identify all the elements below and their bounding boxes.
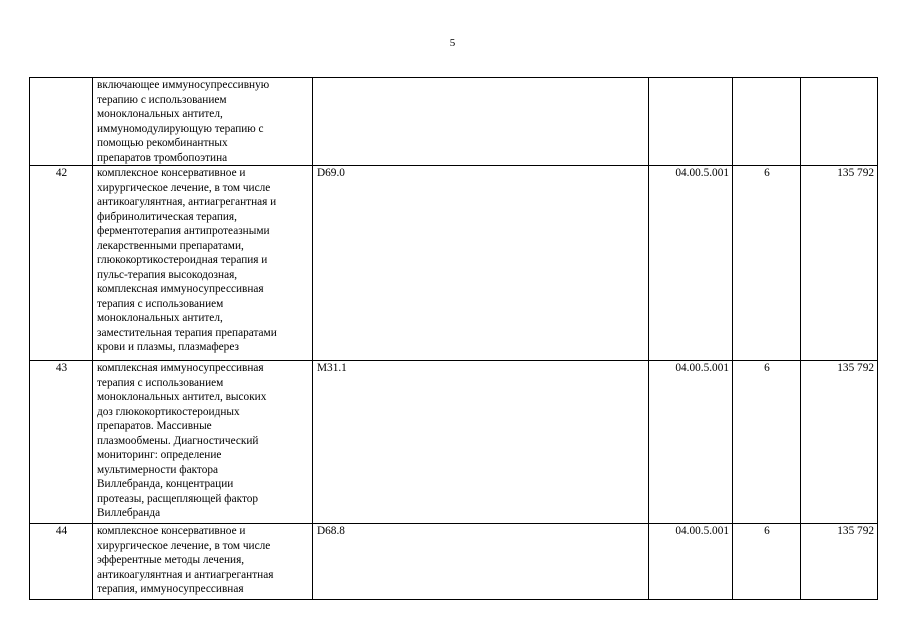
row-number: 44 [30,524,93,600]
cost-value [801,78,878,166]
row-number: 43 [30,361,93,524]
cost-value: 135 792 [801,166,878,361]
group-code: 04.00.5.001 [649,361,733,524]
coefficient [733,78,801,166]
diagnosis-code: D68.8 [313,524,649,600]
coefficient: 6 [733,361,801,524]
row-number [30,78,93,166]
services-table [29,77,878,600]
table-row [30,524,878,600]
cost-value: 135 792 [801,361,878,524]
diagnosis-code [313,78,649,166]
table-row [30,78,878,166]
diagnosis-code: D69.0 [313,166,649,361]
group-code: 04.00.5.001 [649,166,733,361]
treatment-description: комплексное консервативное и хирургическое лечение, в том числе антикоагулянтная, антиагрегантная и фибринолитическая терапия, ферментотерапия антипротеазными лекарственными препаратами, глюкокортикостероидная терапия и пульс-терапия высокодозная, комплексная иммуносупрессивная терапия с использованием моноклональных антител, заместительная терапия препаратами крови и плазмы, плазмаферез [93,166,313,361]
cost-value: 135 792 [801,524,878,600]
treatment-description: включающее иммуносупрессивную терапию с использованием моноклональных антител, иммуномодулирующую терапию с помощью рекомбинантных препаратов тромбопоэтина [93,78,313,166]
treatment-description: комплексная иммуносупрессивная терапия с использованием моноклональных антител, высоких доз глюкокортикостероидных препаратов. Массивные плазмообмены. Диагностический мониторинг: определение мультимерности фактора Виллебранда, концентрации протеазы, расщепляющей фактор Виллебранда [93,361,313,524]
group-code [649,78,733,166]
table-row [30,166,878,361]
coefficient: 6 [733,524,801,600]
treatment-description: комплексное консервативное и хирургическое лечение, в том числе эфферентные методы лечения, антикоагулянтная и антиагрегантная терапия, иммуносупрессивная [93,524,313,600]
page-number: 5 [449,37,456,49]
group-code: 04.00.5.001 [649,524,733,600]
coefficient: 6 [733,166,801,361]
table-row [30,361,878,524]
row-number: 42 [30,166,93,361]
diagnosis-code: M31.1 [313,361,649,524]
